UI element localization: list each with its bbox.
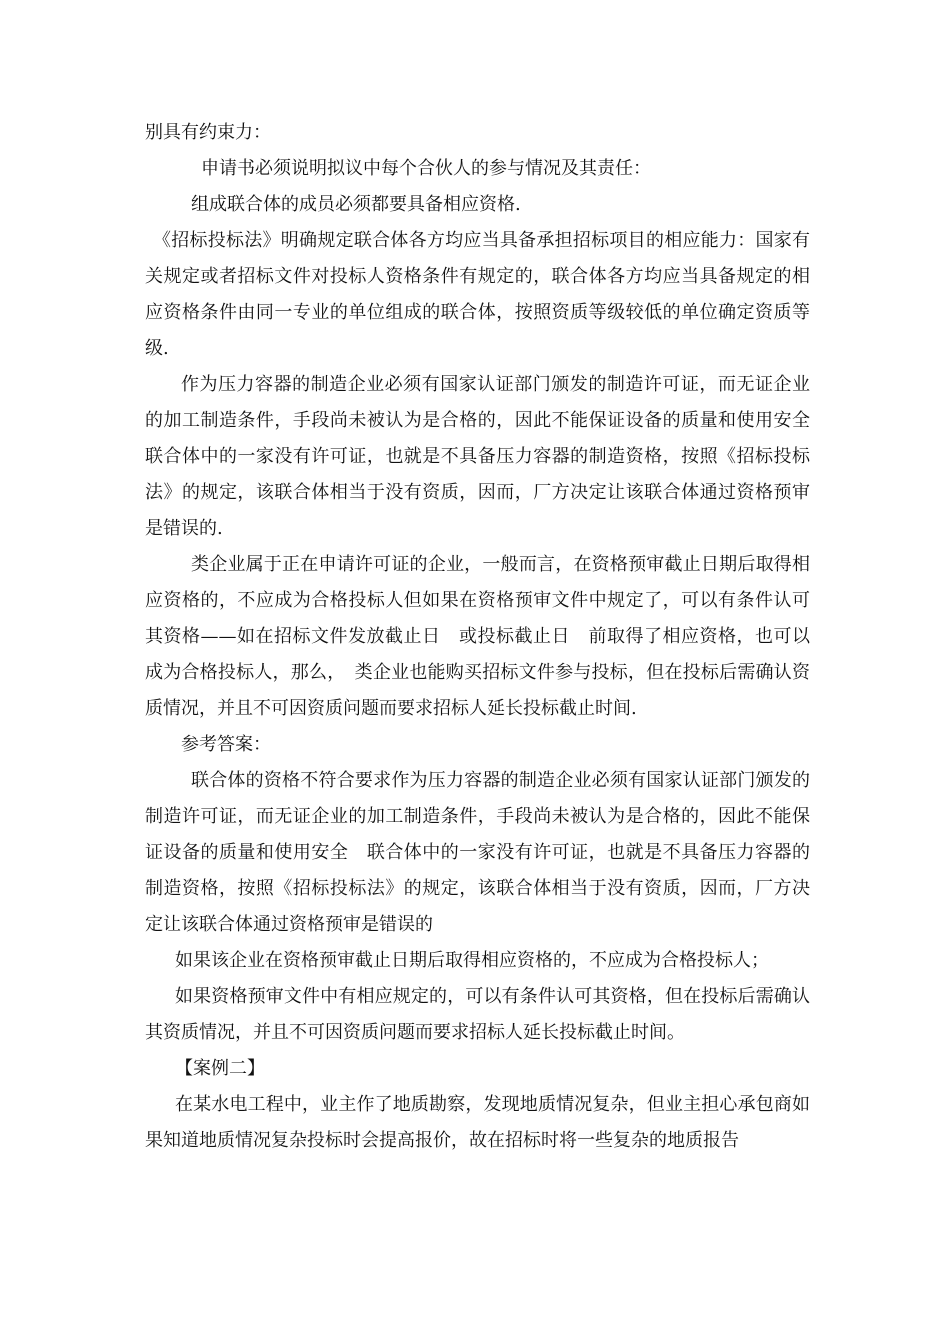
paragraph-reference-answer-heading: 参考答案： bbox=[181, 734, 271, 755]
paragraph-pressure-vessel-license: 作为压力容器的制造企业必须有国家认证部门颁发的制造许可证，而无证企业的加工制造条件，手段尚未被认为是合格的，因此不能保证设备的质量和使用安全 联合体中的一家没有许可证，也就是不具备压力容器的制造资格，按照《招标投标法》的规定，该联合体相当于没有资质，因而，厂方决定让该联合体通过资格预审是错误的. bbox=[145, 374, 828, 539]
paragraph-case-two-heading: 【案例二】 bbox=[175, 1058, 265, 1079]
paragraph-reference-answer-1: 联合体的资格不符合要求作为压力容器的制造企业必须有国家认证部门颁发的制造许可证，而无证企业的加工制造条件，手段尚未被认为是合格的，因此不能保证设备的质量和使用安全 联合体中的一家没有许可证，也就是不具备压力容器的制造资格，按照《招标投标法》的规定，该联合体相当于没有资质，因而，厂方决定让该联合体通过资格预审是错误的 bbox=[145, 770, 810, 935]
paragraph-member-qualification: 组成联合体的成员必须都要具备相应资格. bbox=[191, 194, 521, 215]
paragraph-application-responsibility: 申请书必须说明拟议中每个合伙人的参与情况及其责任： bbox=[201, 158, 651, 179]
paragraph-license-pending-enterprise: 类企业属于正在申请许可证的企业，一般而言，在资格预审截止日期后取得相应资格的，不应成为合格投标人但如果在资格预审文件中规定了，可以有条件认可其资格——如在招标文件发放截止日 或投标截止日 前取得了相应资格，也可以成为合格投标人，那么， 类企业也能购买招标文件参与投标，但在投标后需确认资质情况，并且不可因资质问题而要求招标人延长投标截止时间. bbox=[145, 554, 810, 719]
paragraph-reference-answer-3: 如果资格预审文件中有相应规定的，可以有条件认可其资格，但在投标后需确认其资质情况，并且不可因资质问题而要求招标人延长投标截止时间。 bbox=[145, 986, 810, 1043]
paragraph-reference-answer-2: 如果该企业在资格预审截止日期后取得相应资格的，不应成为合格投标人； bbox=[175, 950, 769, 971]
document-body bbox=[145, 115, 828, 1159]
paragraph-continuation: 别具有约束力： bbox=[145, 122, 271, 143]
paragraph-bidding-law-rule: 《招标投标法》明确规定联合体各方均应当具备承担招标项目的相应能力：国家有关规定或者招标文件对投标人资格条件有规定的，联合体各方均应当具备规定的相应资格条件由同一专业的单位组成的联合体，按照资质等级较低的单位确定资质等级. bbox=[145, 230, 810, 359]
paragraph-case-two-body: 在某水电工程中，业主作了地质勘察，发现地质情况复杂，但业主担心承包商如果知道地质情况复杂投标时会提高报价，故在招标时将一些复杂的地质报告 bbox=[145, 1094, 810, 1151]
